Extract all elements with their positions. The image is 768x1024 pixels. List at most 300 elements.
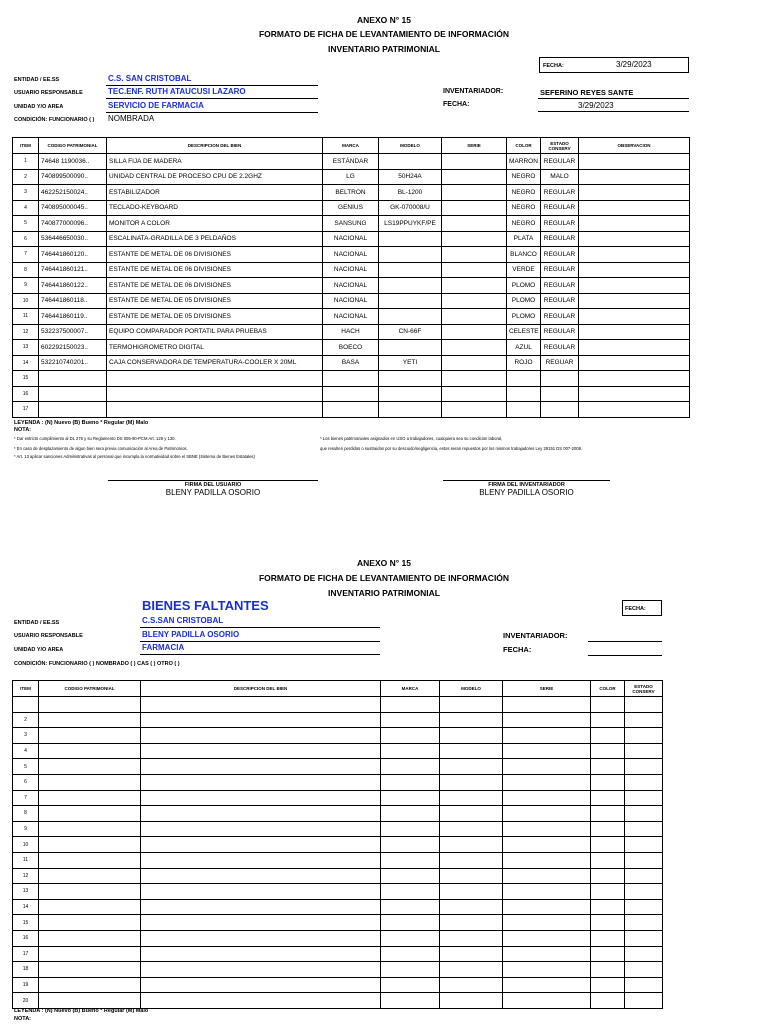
table-cell: 20 <box>13 993 39 1009</box>
form2-unidad-line <box>140 654 380 655</box>
table-cell: ESTANTE DE METAL DE 06 DIVISIONES <box>107 247 323 263</box>
form1-firma-inventariador <box>413 482 640 497</box>
table-cell <box>39 946 141 962</box>
form1-col-header: ESTADO CONSERV <box>541 138 579 154</box>
form1-col-header: COLOR <box>507 138 541 154</box>
form1-usuario-value: TEC.ENF. RUTH ATAUCUSI LAZARO <box>108 87 246 96</box>
table-cell <box>541 386 579 402</box>
table-cell: 8 <box>13 806 39 822</box>
form2-title-formato: FORMATO DE FICHA DE LEVANTAMIENTO DE INFORMACIÓN <box>258 573 510 583</box>
table-cell <box>442 355 507 371</box>
table-cell <box>591 790 625 806</box>
table-row <box>13 759 663 775</box>
table-cell <box>381 837 440 853</box>
table-cell <box>625 899 663 915</box>
table-cell: REGULAR <box>541 309 579 325</box>
table-cell <box>39 868 141 884</box>
table-cell: MALO <box>541 169 579 185</box>
form1-col-header: ITEM <box>13 138 39 154</box>
table-cell <box>39 930 141 946</box>
table-cell <box>625 743 663 759</box>
table-cell <box>591 774 625 790</box>
table-cell <box>379 371 442 387</box>
table-cell <box>440 884 503 900</box>
table-cell: REGULAR <box>541 278 579 294</box>
table-cell: 13 <box>13 340 39 356</box>
table-cell <box>381 946 440 962</box>
table-cell: 10 <box>13 837 39 853</box>
table-cell <box>379 340 442 356</box>
table-cell <box>503 915 591 931</box>
table-cell <box>141 884 381 900</box>
table-cell <box>579 324 690 340</box>
table-cell: 14 <box>13 355 39 371</box>
table-cell <box>379 262 442 278</box>
table-cell <box>579 262 690 278</box>
table-cell <box>141 790 381 806</box>
table-cell <box>381 868 440 884</box>
table-cell: 17 <box>13 946 39 962</box>
table-cell <box>579 371 690 387</box>
table-cell: YETI <box>379 355 442 371</box>
table-row <box>13 852 663 868</box>
table-cell <box>625 806 663 822</box>
table-cell: REGULAR <box>541 247 579 263</box>
form1-note-left-1: * Dar estricto cumplimiento al DL 276 y su Reglamento DS 005-90-PCM Art. 129 y 130. <box>14 436 176 441</box>
table-cell <box>141 837 381 853</box>
table-cell <box>579 340 690 356</box>
form2-col-header: MARCA <box>381 681 440 697</box>
table-cell <box>379 386 442 402</box>
table-cell: 7 <box>13 247 39 263</box>
table-cell <box>625 868 663 884</box>
table-cell <box>591 852 625 868</box>
table-cell: 746441860122.. <box>39 278 107 294</box>
table-cell <box>381 806 440 822</box>
table-cell: REGULAR <box>541 231 579 247</box>
table-cell <box>625 993 663 1009</box>
table-cell <box>381 962 440 978</box>
table-row <box>13 293 690 309</box>
form2-title-anexo: ANEXO N° 15 <box>357 558 411 568</box>
table-cell: 536446650030.. <box>39 231 107 247</box>
table-cell: 74648 1190036.. <box>39 154 107 170</box>
table-cell <box>381 743 440 759</box>
form1-fecha-box <box>539 57 689 73</box>
table-cell: GENIUS <box>323 200 379 216</box>
form2-col-header: ESTADO CONSERV <box>625 681 663 697</box>
form1-firma-usuario <box>108 482 318 497</box>
table-cell <box>591 946 625 962</box>
table-cell: ESTANTE DE METAL DE 05 DIVISIONES <box>107 293 323 309</box>
table-cell <box>579 247 690 263</box>
form2-fecha2-line <box>588 655 662 656</box>
table-cell <box>381 899 440 915</box>
table-cell: VERDE <box>507 262 541 278</box>
table-cell <box>141 759 381 775</box>
form2-col-header: COLOR <box>591 681 625 697</box>
form2-title-inventario: INVENTARIO PATRIMONIAL <box>328 588 440 598</box>
table-cell <box>625 821 663 837</box>
table-cell: 9 <box>13 821 39 837</box>
table-cell <box>625 774 663 790</box>
table-cell <box>39 993 141 1009</box>
table-cell <box>442 309 507 325</box>
table-cell <box>440 728 503 744</box>
form2-fecha-label: FECHA: <box>625 606 646 612</box>
form1-title-anexo: ANEXO N° 15 <box>357 15 411 25</box>
table-cell <box>591 868 625 884</box>
table-cell: NACIONAL <box>323 309 379 325</box>
form2-heading: BIENES FALTANTES <box>142 598 269 613</box>
table-cell <box>440 790 503 806</box>
form2-fecha-box <box>622 600 662 616</box>
table-cell: NEGRO <box>507 185 541 201</box>
table-cell <box>503 743 591 759</box>
table-cell: LG <box>323 169 379 185</box>
form1-col-header: MARCA <box>323 138 379 154</box>
table-cell: BOECO <box>323 340 379 356</box>
table-row <box>13 884 663 900</box>
form2-nota: NOTA: <box>14 1016 32 1022</box>
table-row <box>13 743 663 759</box>
table-row <box>13 697 663 713</box>
table-cell <box>440 806 503 822</box>
table-cell: 4 <box>13 743 39 759</box>
table-cell: 6 <box>13 774 39 790</box>
table-cell: REGULAR <box>541 154 579 170</box>
table-cell <box>579 278 690 294</box>
form1-entidad-label: ENTIDAD / EE.SS <box>14 77 60 83</box>
table-cell <box>503 993 591 1009</box>
table-cell <box>141 743 381 759</box>
table-cell <box>107 386 323 402</box>
table-cell: 3 <box>13 185 39 201</box>
form1-nota: NOTA: <box>14 427 32 433</box>
table-row <box>13 200 690 216</box>
table-cell <box>507 386 541 402</box>
table-row <box>13 231 690 247</box>
table-cell: 3 <box>13 728 39 744</box>
table-cell <box>625 759 663 775</box>
table-cell <box>579 200 690 216</box>
table-cell <box>379 309 442 325</box>
form1-inventariador-line <box>538 98 689 99</box>
form2-entidad-label: ENTIDAD / EE.SS <box>14 620 60 626</box>
form2-col-header: ITEM <box>13 681 39 697</box>
table-cell <box>39 743 141 759</box>
table-cell <box>39 884 141 900</box>
table-cell <box>381 712 440 728</box>
table-cell <box>579 154 690 170</box>
table-cell <box>323 386 379 402</box>
table-cell: 746441860121.. <box>39 262 107 278</box>
table-cell <box>141 962 381 978</box>
table-cell: 50H24A <box>379 169 442 185</box>
table-cell <box>141 821 381 837</box>
form1-entidad-value: C.S. SAN CRISTOBAL <box>108 74 192 83</box>
form1-col-header: DESCRIPCION DEL BIEN <box>107 138 323 154</box>
table-cell <box>379 278 442 294</box>
table-cell: 17 <box>13 402 39 418</box>
form1-note-left-2: * En caso de desplazamiento de algun bien sera previa comunicación al Area de Patrimonios. <box>14 446 188 451</box>
table-cell <box>591 712 625 728</box>
table-cell <box>442 154 507 170</box>
table-cell <box>379 231 442 247</box>
table-cell <box>442 340 507 356</box>
table-cell: 15 <box>13 915 39 931</box>
form2-legend: LEYENDA : (N) Nuevo (B) Bueno * Regular (M) Malo <box>14 1008 149 1014</box>
table-row <box>13 899 663 915</box>
table-row <box>13 169 690 185</box>
table-row <box>13 371 690 387</box>
table-cell <box>503 946 591 962</box>
table-cell <box>141 728 381 744</box>
table-cell <box>579 402 690 418</box>
table-row <box>13 216 690 232</box>
table-cell <box>323 402 379 418</box>
form1-inventariador-value: SEFERINO REYES SANTE <box>540 88 634 97</box>
table-cell <box>442 185 507 201</box>
table-cell <box>39 899 141 915</box>
table-cell <box>579 216 690 232</box>
table-row <box>13 386 690 402</box>
table-cell <box>591 728 625 744</box>
table-cell <box>39 759 141 775</box>
table-cell <box>440 899 503 915</box>
table-cell <box>503 728 591 744</box>
table-cell <box>591 837 625 853</box>
table-cell: 1 <box>13 154 39 170</box>
table-cell <box>141 697 381 713</box>
table-cell <box>625 946 663 962</box>
table-cell <box>440 930 503 946</box>
form1-fecha-label: FECHA: <box>543 63 564 69</box>
form1-usuario-line <box>106 98 318 99</box>
form1-firma-inv-label: FIRMA DEL INVENTARIADOR <box>488 482 565 488</box>
form1-usuario-label: USUARIO RESPONSABLE <box>14 90 83 96</box>
table-cell <box>440 993 503 1009</box>
table-cell: PLOMO <box>507 278 541 294</box>
table-cell: 14 <box>13 899 39 915</box>
table-cell: 2 <box>13 169 39 185</box>
table-cell <box>39 915 141 931</box>
form2-fecha2-label: FECHA: <box>503 645 532 654</box>
table-row <box>13 728 663 744</box>
table-cell: 12 <box>13 324 39 340</box>
table-cell <box>39 790 141 806</box>
form1-fecha2-line <box>538 111 689 112</box>
table-cell: ESTANTE DE METAL DE 05 DIVISIONES <box>107 309 323 325</box>
form1-unidad-value: SERVICIO DE FARMACIA <box>108 101 204 110</box>
form1-firma-usuario-line <box>108 480 318 481</box>
table-cell <box>507 402 541 418</box>
form2-col-header: MODELO <box>440 681 503 697</box>
table-cell <box>440 712 503 728</box>
table-cell: PLOMO <box>507 293 541 309</box>
table-cell: REGUAR <box>541 355 579 371</box>
table-cell <box>381 774 440 790</box>
table-cell <box>442 262 507 278</box>
table-cell: 5 <box>13 216 39 232</box>
table-cell: 532210740201.. <box>39 355 107 371</box>
table-cell: 18 <box>13 962 39 978</box>
form2-entidad-value: C.S.SAN CRISTOBAL <box>142 616 224 625</box>
table-cell: SANSUNG <box>323 216 379 232</box>
table-row <box>13 185 690 201</box>
table-cell: 532237500007.. <box>39 324 107 340</box>
table-cell <box>591 759 625 775</box>
table-cell: NEGRO <box>507 169 541 185</box>
table-cell <box>503 712 591 728</box>
table-cell: 7 <box>13 790 39 806</box>
table-cell: 10 <box>13 293 39 309</box>
form2-condicion-label: CONDICIÓN: FUNCIONARIO ( ) NOMBRADO ( ) CAS ( ) OTRO ( ) <box>14 661 180 667</box>
table-cell <box>440 759 503 775</box>
table-cell: GK-070008/U <box>379 200 442 216</box>
table-cell: UNIDAD CENTRAL DE PROCESO CPU DE 2.2GHZ <box>107 169 323 185</box>
table-cell <box>591 962 625 978</box>
table-cell <box>503 977 591 993</box>
table-cell <box>141 899 381 915</box>
table-row <box>13 309 690 325</box>
form2-inventariador-label: INVENTARIADOR: <box>503 631 568 640</box>
table-cell: 16 <box>13 386 39 402</box>
table-cell <box>579 169 690 185</box>
form2-usuario-value: BLENY PADILLA OSORIO <box>142 630 240 639</box>
form2-unidad-value: FARMACIA <box>142 643 185 652</box>
form1-firma-usuario-name: BLENY PADILLA OSORIO <box>165 488 261 497</box>
table-cell <box>541 402 579 418</box>
table-cell <box>13 697 39 713</box>
table-cell <box>381 821 440 837</box>
table-cell <box>39 371 107 387</box>
table-cell: AZUL <box>507 340 541 356</box>
table-cell <box>39 821 141 837</box>
form1-fecha2-label: FECHA: <box>443 101 470 108</box>
table-cell: NACIONAL <box>323 293 379 309</box>
table-cell: NEGRO <box>507 216 541 232</box>
table-cell <box>39 977 141 993</box>
form1-legend: LEYENDA : (N) Nuevo (B) Bueno * Regular (M) Malo <box>14 420 149 426</box>
table-cell <box>625 728 663 744</box>
form1-condicion-label: CONDICIÓN: FUNCIONARIO ( ) <box>14 117 95 123</box>
table-row <box>13 324 690 340</box>
form1-col-header: OBSERVACION <box>579 138 690 154</box>
table-cell <box>503 697 591 713</box>
table-cell <box>39 837 141 853</box>
table-cell <box>440 977 503 993</box>
table-cell: REGULAR <box>541 262 579 278</box>
table-cell: 8 <box>13 262 39 278</box>
table-cell <box>141 946 381 962</box>
form2-usuario-label: USUARIO RESPONSABLE <box>14 633 83 639</box>
table-cell: 462252150024.. <box>39 185 107 201</box>
table-cell <box>591 821 625 837</box>
form1-title-formato: FORMATO DE FICHA DE LEVANTAMIENTO DE INFORMACIÓN <box>258 29 510 39</box>
table-cell <box>39 697 141 713</box>
table-row <box>13 962 663 978</box>
table-cell <box>442 278 507 294</box>
table-cell <box>503 774 591 790</box>
table-cell: REGULAR <box>541 200 579 216</box>
table-row <box>13 868 663 884</box>
table-cell: PLATA <box>507 231 541 247</box>
table-cell <box>579 309 690 325</box>
form1-col-header: CODIGO PATRIMONIAL <box>39 138 107 154</box>
table-cell <box>379 402 442 418</box>
table-cell <box>503 962 591 978</box>
table-cell: REGULAR <box>541 340 579 356</box>
table-cell: 4 <box>13 200 39 216</box>
table-cell <box>503 806 591 822</box>
table-cell <box>440 915 503 931</box>
table-cell <box>591 899 625 915</box>
table-cell: REGULAR <box>541 185 579 201</box>
form1-entidad-line <box>106 85 318 86</box>
table-cell <box>440 697 503 713</box>
table-cell: REGULAR <box>541 324 579 340</box>
table-cell <box>39 386 107 402</box>
table-cell: 11 <box>13 309 39 325</box>
table-cell <box>625 962 663 978</box>
table-cell: LS19PPUYKF/PE <box>379 216 442 232</box>
table-cell <box>625 915 663 931</box>
form2-col-header: SERIE <box>503 681 591 697</box>
table-cell <box>442 386 507 402</box>
table-cell <box>141 712 381 728</box>
table-cell: EQUIPO COMPARADOR PORTATIL PARA PRUEBAS <box>107 324 323 340</box>
form2-entidad-line <box>140 627 380 628</box>
table-cell: 15 <box>13 371 39 387</box>
table-cell <box>442 216 507 232</box>
table-cell: ESTANTE DE METAL DE 06 DIVISIONES <box>107 262 323 278</box>
table-cell <box>379 247 442 263</box>
table-cell <box>39 774 141 790</box>
table-cell: 746441860118.. <box>39 293 107 309</box>
form1-firma-usuario-label: FIRMA DEL USUARIO <box>184 482 242 488</box>
table-cell: NACIONAL <box>323 262 379 278</box>
table-cell <box>381 790 440 806</box>
table-cell <box>442 371 507 387</box>
table-cell <box>440 868 503 884</box>
table-cell: 11 <box>13 852 39 868</box>
table-cell <box>625 884 663 900</box>
table-row <box>13 790 663 806</box>
table-cell <box>381 697 440 713</box>
table-cell <box>442 200 507 216</box>
table-row <box>13 915 663 931</box>
table-cell <box>323 371 379 387</box>
form1-condicion-value: NOMBRADA <box>108 114 155 123</box>
table-cell <box>579 355 690 371</box>
table-cell <box>381 884 440 900</box>
form1-note-left-3: * Art. 13 aplicar sanciones Administrativas al personal que incumpla la normatividad sobre el SBNE (Sistema de Bienes Estatales) <box>14 454 255 459</box>
table-cell <box>625 697 663 713</box>
table-cell <box>39 962 141 978</box>
table-cell <box>440 946 503 962</box>
table-cell: 9 <box>13 278 39 294</box>
form1-col-header: MODELO <box>379 138 442 154</box>
table-cell <box>579 231 690 247</box>
table-cell <box>141 774 381 790</box>
table-cell <box>591 977 625 993</box>
table-cell <box>503 837 591 853</box>
table-cell <box>591 930 625 946</box>
table-cell: MONITOR A COLOR <box>107 216 323 232</box>
table-cell <box>107 402 323 418</box>
form2-inventariador-line <box>588 641 662 642</box>
